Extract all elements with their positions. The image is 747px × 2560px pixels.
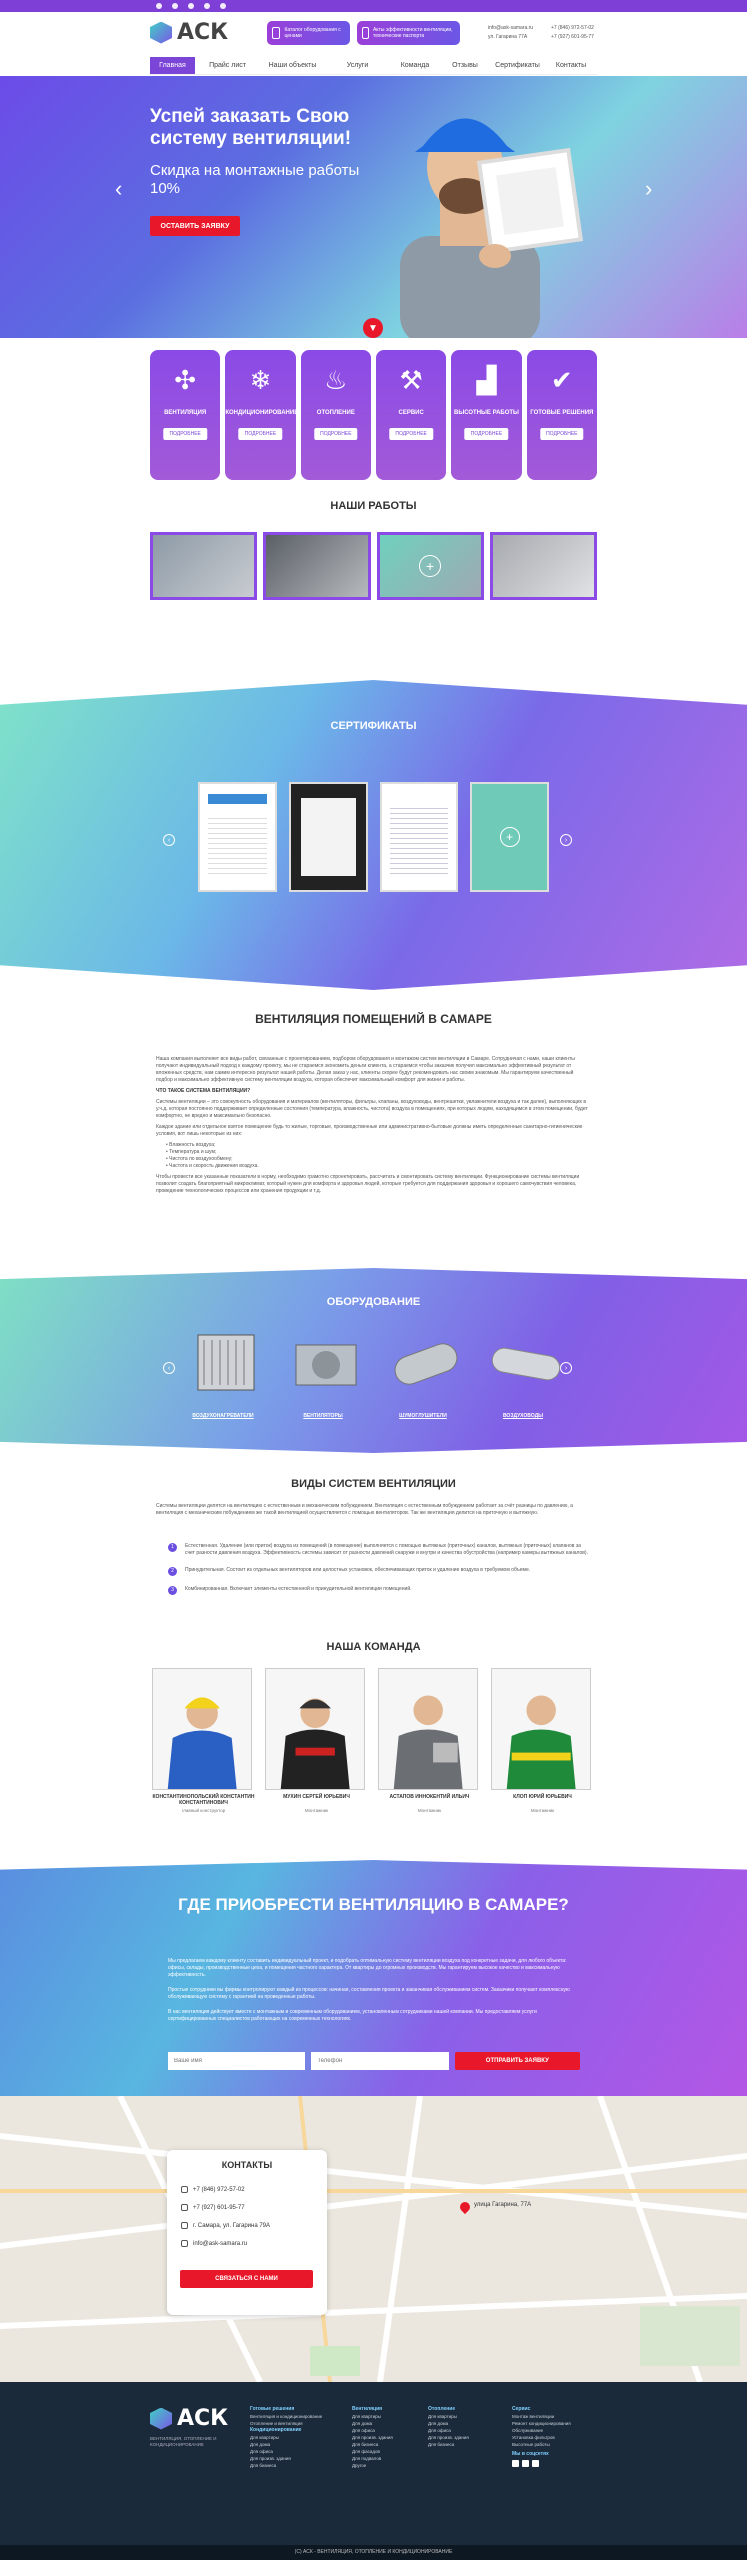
equipment-label[interactable]: ВОЗДУХОВОДЫ [502,1413,544,1419]
equipment-item[interactable] [478,1325,568,1420]
equipment-label[interactable]: ВОЗДУХОНАГРЕВАТЕЛИ [192,1413,254,1419]
equip-prev-arrow[interactable]: ‹ [163,1362,175,1374]
contact-phone2[interactable]: +7 (927) 601-95-77 [181,2204,245,2211]
member-role: Монтажник [417,1808,442,1813]
location-icon [181,2222,188,2229]
member-name: КЛОП ЮРИЙ ЮРЬЕВИЧ [513,1794,572,1800]
footer-tagline: ВЕНТИЛЯЦИЯ, ОТОПЛЕНИЕ И КОНДИЦИОНИРОВАНИЕ [150,2436,217,2447]
heating-icon: ♨ [324,365,348,395]
nav-certificates[interactable]: Сертификаты [495,62,540,69]
certificates-gallery [198,782,549,892]
footer-col-heating: Отопление Для квартиры Для дома Для офиса Для произв. здания Для бизнеса [428,2406,469,2447]
phone-icon [181,2204,188,2211]
request-form [168,2052,580,2070]
duct-image [486,1330,566,1395]
main-nav [150,57,597,75]
type-number: 1 [168,1543,177,1552]
service-more-button[interactable]: ПОДРОБНЕЕ [163,428,206,440]
document-icon [272,27,280,39]
instagram-icon[interactable] [172,3,178,9]
contact-us-button[interactable]: СВЯЗАТЬСЯ С НАМИ [180,2270,313,2288]
footer-link[interactable]: Для квартиры [428,2414,457,2419]
member-photo [491,1668,591,1790]
worker-photo [345,86,595,338]
footer-link[interactable]: Монтаж вентиляции [512,2414,555,2419]
footer-link[interactable]: Для дома [428,2421,449,2426]
service-card-ventilation[interactable] [150,350,220,480]
logo[interactable] [150,20,228,45]
member-photo [265,1668,365,1790]
text-subheading: ЧТО ТАКОЕ СИСТЕМА ВЕНТИЛЯЦИИ? [156,1088,251,1094]
text-paragraph: В нас вентиляция действует вместе с монтажным и современным оборудованием, установленным сотрудниками нашей компании. Мы предоставляем услуги сертифицированных специалистов работающих на современных технологиях. [168,2009,537,2022]
member-role: главный конструктор [181,1808,226,1813]
logo-hex-icon [150,2408,172,2430]
instagram-icon[interactable] [532,2460,539,2467]
header-email[interactable]: info@ask-samara.ru [488,25,534,31]
team-title: НАША КОМАНДА [326,1641,421,1653]
text-paragraph: Каждое здание или отдельное взятое помещение будь то жилые, торговые, производственные или административно-бытовые должны иметь определенные санитарно-гигиенические условия, вот лишь некоторые из них: [156,1124,583,1137]
list-item: • Температура и шум; [166,1149,217,1155]
building-icon: ▟ [476,365,497,395]
footer-link[interactable]: Высотные работы [512,2442,550,2447]
certificates-title: СЕРТИФИКАТЫ [330,720,417,732]
work-photo[interactable] [377,532,484,600]
footer-link[interactable]: Для бизнеса [428,2442,455,2447]
contact-email[interactable]: info@ask-samara.ru [181,2240,247,2247]
hero-next-arrow[interactable]: › [645,176,653,201]
equipment-title: ОБОРУДОВАНИЕ [326,1296,421,1308]
work-photo[interactable] [263,532,370,600]
acts-button[interactable] [357,21,460,45]
team-list [152,1668,594,1818]
type-item [168,1567,588,1576]
footer-link[interactable]: Для дома [250,2442,271,2447]
certificate-image[interactable] [198,782,277,892]
footer-link[interactable]: Для произв. здания [250,2456,291,2461]
map-pin-label: улица Гагарина, 77А [474,2202,532,2208]
footer-link[interactable]: Для офиса [352,2428,375,2433]
footer-link[interactable]: Для бизнеса [352,2442,379,2447]
buy-title: ГДЕ ПРИОБРЕСТИ ВЕНТИЛЯЦИЮ В САМАРЕ? [178,1895,569,1914]
certs-prev-arrow[interactable]: ‹ [163,834,175,846]
type-text: Естественная. Удаление (или приток) воздуха из помещений (в помещение) выполняется с помощью вытяжных (приточных) каналов, вытяжных (приточных) клапанов за счет разности давления воздуха. Эффективность системы зависит от разности давлений снаружи и внутри и качества обустройства (например камеры вытяжных каналов). [185,1543,588,1556]
footer-link[interactable]: Для квартиры [250,2435,279,2440]
hero-subtitle: Скидка на монтажные работы 10% [150,162,360,197]
header-contacts-right [551,24,594,42]
map[interactable] [0,2096,747,2382]
twitter-icon[interactable] [220,3,226,9]
team-member [491,1668,594,1818]
silencer-image [386,1330,466,1395]
footer-col-solutions: Готовые решения Вентиляция и кондиционирование Отопление и вентиляция Кондиционирование Для квартиры Для дома Для офиса Для произв. здания Для бизнеса [250,2406,323,2468]
ventilation-title: ВЕНТИЛЯЦИЯ ПОМЕЩЕНИЙ В САМАРЕ [255,1012,492,1026]
heater-image [186,1330,266,1395]
work-photo[interactable] [490,532,597,600]
service-more-button[interactable]: ПОДРОБНЕЕ [239,428,282,440]
member-name: КОНСТАНТИНОПОЛЬСКИЙ КОНСТАНТИН КОНСТАНТИНОВИЧ [152,1794,255,1806]
service-card-conditioning[interactable] [225,350,299,480]
service-title: КОНДИЦИОНИРОВАНИЕ [225,410,299,416]
header-contacts-left [488,24,533,42]
service-title: ГОТОВЫЕ РЕШЕНИЯ [530,410,594,416]
contacts-card [167,2150,327,2315]
mail-icon [181,2240,188,2247]
footer-link[interactable]: Установка фильтров [512,2435,555,2440]
text-paragraph: Наша компания выполняет все виды работ, связанные с проектированием, подбором оборудования и монтажом систем вентиляции в Самаре. Сотрудничая с нами, наши клиенты получают индивидуальный подход к каждому проекту, мы не стараемся экономить деньги клиента, а стараемся чтобы заказчик получил максимально эффективный результат от вложенных средств, нам самим интересно результат нашей работы. Делая заказ у нас, клиенты скорее будут рекомендовать нас своим знакомым. Мы гарантируем качественный подбор и максимально эффективную систему вентиляции воздуха, которая обеспечит максимальный комфорт для жизни и работы. [156,1056,575,1083]
equipment-item[interactable] [378,1325,468,1420]
member-photo [378,1668,478,1790]
equipment-item[interactable] [178,1325,268,1420]
text-paragraph: Системы вентиляции – это совокупность оборудования и материалов (вентиляторы, фильтры, клапаны, воздуховоды, вентрешетки, увлажнители воздуха и так далее), выполняющих в у.ч.д. которая постоянно поддерживает определенные состояния (температура, влажность, чистота) воздуха в помещениях, при которых людям, находящимся в этом помещении, будет комфортно, не вредно и максимально безопасно. [156,1099,588,1119]
service-card-service[interactable] [376,350,446,480]
scroll-down-button[interactable]: ▼ [363,318,383,338]
footer-col-service: Сервис Монтаж вентиляции Ремонт кондиционирования Обслуживание Установка фильтров Высотные работы Мы в соцсетях [512,2406,571,2467]
certs-next-arrow[interactable]: › [560,834,572,846]
header-phone1[interactable]: +7 (846) 972-57-02 [551,25,594,31]
types-intro: Системы вентиляции делятся на вентиляцию с естественным и механическим побуждением. Вентиляция с естественным побуждением работает за счёт разницы по давлению, а вентиляция с механическим побуждением же такой вентиляцией осуществляется с помощью вентиляторов. Так же вентиляция делится на приточную и вытяжную. [156,1503,573,1516]
type-number: 3 [168,1586,177,1595]
list-item: • Влажность воздуха; [166,1142,216,1148]
footer-link[interactable]: Для произв. здания [428,2435,469,2440]
buy-text [168,1958,580,2031]
types-title: ВИДЫ СИСТЕМ ВЕНТИЛЯЦИИ [291,1478,456,1490]
equip-next-arrow[interactable]: › [560,1362,572,1374]
footer-link[interactable]: Для бизнеса [250,2463,277,2468]
nav-price[interactable]: Прайс лист [209,62,246,69]
footer-logo[interactable]: АСК [150,2406,228,2431]
nav-reviews[interactable]: Отзывы [452,62,478,69]
facebook-icon[interactable] [522,2460,529,2467]
certificate-image[interactable] [380,782,459,892]
list-item: • Чистота по воздухообмену; [166,1156,233,1162]
certificate-image[interactable] [289,782,368,892]
list-item: • Частота и скорость движения воздуха. [166,1163,259,1169]
fan-unit-image [286,1330,366,1395]
team-member [265,1668,368,1818]
youtube-icon[interactable] [204,3,210,9]
map-background [0,2096,747,2382]
header-phone2[interactable]: +7 (927) 601-95-77 [551,34,594,40]
service-more-button[interactable]: ПОДРОБНЕЕ [465,428,508,440]
text-paragraph: Чтобы провести все указанные показатели в норму, необходимо грамотно спроектировать, рассчитать и смонтировать систему вентиляции. Функционирование системы вентиляции позволит создать благоприятный микроклимат, который нужен для комфорта и здоровья людей, которые требуется для поддержания здоровья и хорошего самочувствия человека, проведение технологических процессов или хранения продукции и т.д. [156,1174,580,1194]
type-item [168,1543,588,1557]
hero-prev-arrow[interactable]: ‹ [115,176,123,201]
contact-address: г. Самара, ул. Гагарина 79А [181,2222,270,2229]
fan-icon: ✣ [174,365,197,395]
facebook-icon[interactable] [188,3,194,9]
nav-team[interactable]: Команда [400,62,430,69]
logo-hex-icon [150,22,172,44]
text-paragraph: Мы предлагаем каждому клиенту составить индивидуальный проект, и подобрать оптимальную систему вентиляции воздуха под конкретные задачи, для любого объекта: офисы, склады, производственные цеха, и помещения частного характера. От квартиры до огромных производств. Мы гарантируем высокое качество и максимальную эффективность. [168,1958,567,1978]
nav-contacts[interactable]: Контакты [555,62,587,69]
ventilation-text [156,1056,591,1199]
footer-col-ventilation: Вентиляция Для квартиры Для дома Для офиса Для произв. здания Для бизнеса Для фасадов Для подвалов Другое [352,2406,393,2468]
catalog-button-label: Каталог оборудования с ценами [284,27,341,39]
footer-link[interactable]: Для произв. здания [352,2435,393,2440]
nav-objects[interactable]: Наши объекты [268,62,317,69]
equipment-label[interactable]: ШУМОГЛУШИТЕЛИ [399,1413,447,1419]
zoom-plus-icon[interactable]: + [419,555,441,577]
phone-input[interactable] [311,2052,448,2070]
nav-home[interactable]: Главная [150,57,195,74]
footer-link[interactable]: Отопление и вентиляция [250,2421,303,2426]
service-more-button[interactable]: ПОДРОБНЕЕ [314,428,357,440]
contacts-title: КОНТАКТЫ [221,2160,273,2170]
text-paragraph: Простые сотрудники вы фирмы контролируют каждый из процессов: начиная, составления проекта и заканчивая обслуживанием систем. Заказчики получают комплексную обслуживающую систему с гарантией на проведенные работы. [168,1987,570,2000]
equipment-item[interactable] [278,1325,368,1420]
nav-services[interactable]: Услуги [346,62,369,69]
footer-link[interactable]: Для офиса [428,2428,451,2433]
works-gallery [150,532,597,600]
work-photo[interactable] [150,532,257,600]
solution-icon: ✔ [550,365,573,395]
hero-banner [0,76,747,338]
logo-text: АСК [177,20,229,45]
team-member [378,1668,481,1818]
contact-phone1[interactable]: +7 (846) 972-57-02 [181,2186,245,2193]
footer-link[interactable]: Ремонт кондиционирования [512,2421,571,2426]
type-text: Комбинированная. Включает элементы естественной и принудительной вентиляции помещений. [185,1586,412,1592]
vk-icon[interactable] [156,3,162,9]
types-list [168,1543,588,1605]
catalog-button[interactable] [267,21,350,45]
tools-icon: ⚒ [399,365,423,395]
service-more-button[interactable]: ПОДРОБНЕЕ [540,428,583,440]
header-address: ул. Гагарина 77А [488,34,528,40]
member-photo [152,1668,252,1790]
hero-cta-button[interactable]: ОСТАВИТЬ ЗАЯВКУ [150,216,240,236]
certificate-image[interactable] [470,782,549,892]
footer-link[interactable]: Для дома [352,2421,373,2426]
footer-copyright: (C) АСК - ВЕНТИЛЯЦИЯ, ОТОПЛЕНИЕ И КОНДИЦИОНИРОВАНИЕ [0,2545,747,2560]
equipment-gallery [178,1325,568,1420]
footer [0,2382,747,2545]
footer-link[interactable]: Для фасадов [352,2449,380,2454]
service-title: ВЫСОТНЫЕ РАБОТЫ [454,410,519,416]
hero-title: Успей заказать Свою систему вентиляции! [150,106,352,149]
vk-icon[interactable] [512,2460,519,2467]
services-cards [150,350,597,480]
service-card-high-works[interactable] [451,350,521,480]
acts-button-label: Акты эффективности вентиляции, технические паспорта [372,27,453,39]
service-card-solutions[interactable] [527,350,597,480]
footer-link[interactable]: Другое [352,2463,367,2468]
footer-link[interactable]: Вентиляция и кондиционирование [250,2414,323,2419]
member-name: МУХИН СЕРГЕЙ ЮРЬЕВИЧ [283,1794,350,1800]
type-number: 2 [168,1567,177,1576]
type-item [168,1586,588,1595]
ac-icon: ❄ [249,365,272,395]
type-text: Принудительная. Состоит из отдельных вентиляторов или целостных установок, обеспечивающих приток и удаление воздуха в требуемом объеме. [185,1567,531,1573]
equipment-label[interactable]: ВЕНТИЛЯТОРЫ [303,1413,343,1419]
send-request-button[interactable]: ОТПРАВИТЬ ЗАЯВКУ [455,2052,580,2070]
member-role: Монтажник [530,1808,555,1813]
works-title: НАШИ РАБОТЫ [330,500,417,512]
footer-link[interactable]: Для подвалов [352,2456,382,2461]
service-title: ОТОПЛЕНИЕ [316,410,355,416]
name-input[interactable] [168,2052,305,2070]
service-title: СЕРВИС [398,410,424,416]
footer-link[interactable]: Для офиса [250,2449,273,2454]
member-name: АСТАПОВ ИННОКЕНТИЙ ИЛЬИЧ [389,1794,470,1800]
document-icon [362,27,369,39]
footer-link[interactable]: Для квартиры [352,2414,381,2419]
phone-icon [181,2186,188,2193]
member-role: Монтажник [304,1808,329,1813]
team-member [152,1668,255,1818]
service-title: ВЕНТИЛЯЦИЯ [164,410,207,416]
zoom-plus-icon[interactable]: + [500,827,520,847]
footer-link[interactable]: Обслуживание [512,2428,544,2433]
service-more-button[interactable]: ПОДРОБНЕЕ [389,428,432,440]
top-bar [0,0,747,12]
service-card-heating[interactable] [301,350,371,480]
